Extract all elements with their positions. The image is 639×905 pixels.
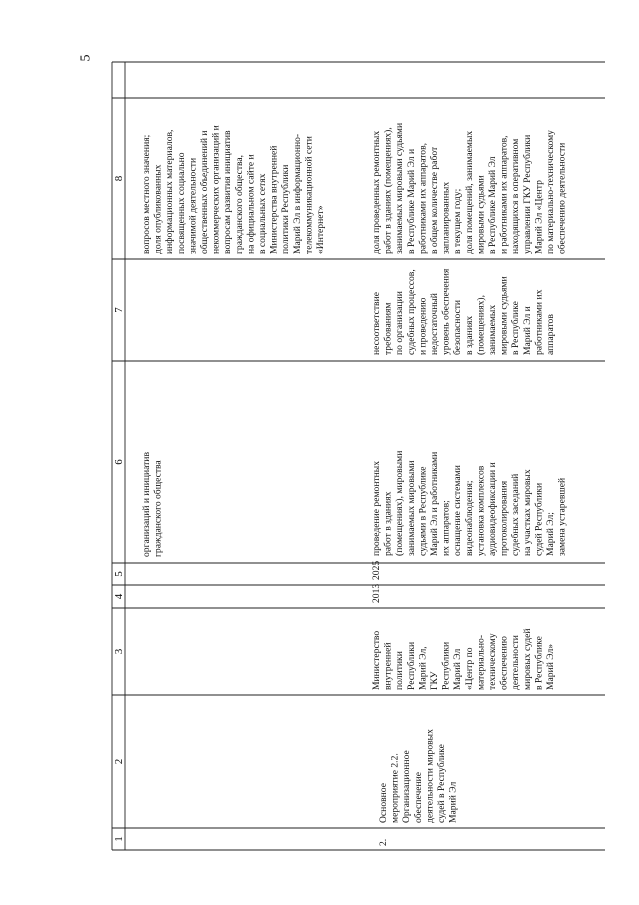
cell-line-col8-cont: общественных объединений и [199, 130, 210, 254]
cell-line-col2: судей в Республике [436, 744, 447, 823]
table-text [113, 123, 568, 846]
cell-year-end: 2025 [371, 560, 382, 580]
cell-line-col8: и работниками их аппаратов, [498, 135, 510, 254]
cell-line-col7: аппаратов [545, 314, 556, 355]
cell-line-col8-cont: на официальном сайте и [245, 154, 257, 254]
cell-line-col7: (помещениях), [475, 295, 487, 355]
cell-line-col7: мировыми судьями [498, 276, 510, 355]
cell-line-col8: в текущем году; [452, 188, 464, 254]
cell-line-col8: мировыми судьями [475, 175, 487, 254]
cell-line-col6: судей Республики [533, 482, 545, 556]
cell-line-col7: по организации [394, 291, 406, 355]
cell-line-col8: в Республике Марий Эл и [405, 148, 417, 254]
cell-line-col8-cont: информационных материалов, [164, 129, 176, 254]
column-number: 7 [113, 307, 125, 313]
cell-line-col8-cont: значимой деятельности [187, 157, 199, 254]
cell-line-col3: обеспечению [498, 636, 510, 690]
cell-line-col8-cont: вопросам развития инициатив [222, 130, 234, 254]
cell-line-col6: (помещениях), мировыми [394, 450, 406, 556]
cell-line-col8: находящихся в оперативном [510, 138, 522, 254]
cell-line-col6-cont: гражданского общества [152, 460, 164, 557]
cell-line-col7: несоответствие [371, 292, 382, 355]
cell-line-col6: оснащение системами [452, 465, 464, 556]
cell-line-col6: работ в зданиях [382, 491, 394, 556]
cell-line-col2: деятельности мировых [424, 729, 436, 823]
cell-line-col7: и проведению [417, 297, 429, 355]
cell-line-col8: обеспечению деятельности [556, 142, 568, 254]
cell-line-col8: Марий Эл «Центр [533, 180, 545, 254]
cell-line-col6: их аппаратов; [440, 500, 452, 556]
cell-line-col7: судебных процессов, [405, 269, 417, 355]
cell-line-col7: Марий Эл и [521, 306, 533, 355]
cell-line-col8-cont: вопросов местного значения; [141, 134, 152, 254]
cell-line-col6: видеонаблюдения; [463, 480, 475, 556]
cell-line-col8: в общем количестве работ [429, 146, 440, 254]
cell-line-col3: в Республике [533, 636, 545, 690]
cell-line-col7: безопасности [452, 299, 464, 355]
cell-line-col8-cont: в социальных сетях [257, 173, 268, 254]
cell-line-col3: ГКУ [429, 671, 440, 690]
cell-line-col6: судьями в Республике [417, 466, 429, 556]
cell-line-col3: мировых судей [521, 628, 533, 690]
cell-line-col8: занимаемых мировыми судьями [394, 122, 406, 254]
cell-line-col6: замена устаревшей [556, 477, 568, 556]
cell-line-col7: требованиям [382, 302, 394, 355]
cell-line-col3: Марий Эл, [417, 646, 429, 690]
column-number: 2 [113, 758, 125, 765]
cell-line-col8: в Республике Марий Эл [487, 156, 498, 254]
cell-line-col6: Марий Эл; [545, 512, 556, 556]
cell-line-col8: доля помещений, занимаемых [463, 130, 475, 254]
cell-line-col6: аудиовидеофиксации и [487, 462, 498, 556]
cell-line-col6: Марий Эл и работниками [429, 451, 440, 556]
cell-line-col8: работниками их аппаратов, [417, 142, 429, 254]
cell-year-start: 2013 [371, 583, 382, 603]
cell-line-col8-cont: «Интернет» [315, 205, 326, 254]
row-number: 2. [378, 838, 389, 846]
column-number: 6 [113, 459, 125, 465]
cell-line-col3: техническому [487, 633, 498, 690]
cell-line-col8-cont: Министерства внутренней [268, 145, 280, 254]
cell-line-col3: Республики [440, 641, 452, 690]
cell-line-col3: «Центр по [463, 647, 475, 690]
cell-line-col6: протоколирования [498, 480, 510, 556]
cell-line-col8: доля проведенных ремонтных [371, 130, 382, 254]
cell-line-col7: работниками их [533, 289, 545, 355]
cell-line-col3: Марий Эл» [545, 643, 556, 690]
cell-line-col6: проведение ремонтных [371, 460, 382, 556]
cell-line-col8: по материально-техническому [545, 130, 556, 254]
cell-line-col7: уровень обеспечения [440, 268, 452, 355]
cell-line-col8-cont: Марий Эл в информационно- [291, 133, 303, 254]
cell-line-col8-cont: доля опубликованных [152, 164, 164, 254]
cell-line-col2: Организационное [401, 750, 413, 823]
cell-line-col3: Министерство [371, 630, 382, 690]
cell-line-col3: материально- [475, 634, 487, 690]
column-number: 4 [113, 593, 125, 600]
cell-line-col6: установка комплексов [475, 465, 487, 556]
column-number: 5 [113, 571, 125, 577]
column-number: 3 [113, 648, 125, 655]
cell-line-col6: на участках мировых [521, 469, 533, 556]
cell-line-col7: занимаемых [487, 304, 498, 355]
cell-line-col7: недостаточный [429, 293, 440, 355]
cell-line-col3: деятельности [510, 635, 522, 690]
cell-line-col7: в Республике [510, 301, 522, 355]
cell-line-col3: Республики [405, 641, 417, 690]
cell-line-col8-cont: телекоммуникационной сети [303, 136, 315, 254]
cell-line-col3: политики [394, 651, 406, 690]
column-number: 8 [113, 175, 125, 182]
cell-line-col2: Марий Эл [447, 781, 459, 823]
cell-line-col8-cont: посвященных социально [175, 152, 187, 254]
cell-line-col6: занимаемых мировыми [405, 460, 417, 556]
cell-line-col8-cont: политики Республики [280, 164, 292, 254]
cell-line-col6-cont: организаций и инициатив [141, 452, 152, 557]
cell-line-col8-cont: гражданского общества, [233, 154, 245, 254]
cell-line-col3: Марий Эл [452, 648, 464, 690]
cell-line-col2: мероприятие 2.2. [389, 753, 401, 823]
column-number: 1 [113, 836, 125, 842]
cell-line-col6: судебных заседаний [510, 473, 522, 556]
cell-line-col7: в зданиях [463, 315, 475, 355]
cell-line-col8: управлении ГКУ Республики [521, 134, 533, 254]
cell-line-col8: работ в зданиях (помещениях), [382, 127, 394, 254]
cell-line-col8: запланированных [440, 181, 452, 254]
cell-line-col2: Основное [378, 783, 389, 823]
cell-line-col8-cont: некоммерческих организаций и [210, 125, 222, 254]
cell-line-col3: внутренней [382, 642, 394, 690]
page-number: 5 [78, 54, 94, 62]
cell-line-col2: обеспечение [412, 771, 424, 823]
